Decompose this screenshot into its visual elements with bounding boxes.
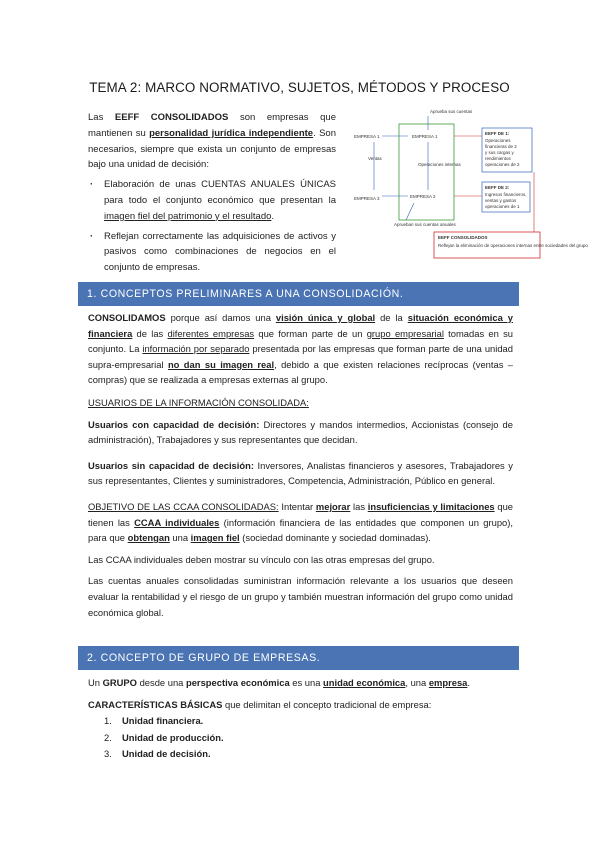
- intro-paragraph: [88, 110, 336, 173]
- bullet-item: [88, 177, 336, 224]
- text-run: (información financiera de las entidades que componen un grupo), para que: [88, 516, 513, 544]
- text-run: que tienen las: [88, 500, 513, 528]
- bold-term: Usuarios con capacidad de decisión:: [88, 418, 260, 430]
- eeff-1-title: EEFF DE 1:: [485, 131, 510, 136]
- eeff-2-line: ventas y gastos: [485, 198, 517, 203]
- eeff-2-line: Ingresos financieros,: [485, 192, 527, 197]
- eeff-consolidados-title: EEFF CONSOLIDADOS: [438, 235, 488, 240]
- text-run: Inversores, Analistas financieros y asesores, Trabajadores y sus representantes, Clientes y suministradores, Competencia, Administración, Público en general.: [88, 459, 513, 487]
- bullet-item: · Reflejan correctamente las adquisiciones de activos y pasivos como combinaciones de negocios en el conjunto de empresas.: [88, 229, 336, 276]
- underlined-term: imagen fiel: [190, 532, 240, 544]
- eeff-1-line: rendimientos: [485, 156, 511, 161]
- usuarios-con-paragraph: [88, 417, 513, 448]
- intro-block: [88, 110, 336, 280]
- text-run: , debido a que existen relaciones recíprocas (ventas – compras) que se realizada a empresas externas al grupo.: [88, 358, 514, 386]
- arrow-line: [406, 203, 414, 220]
- text-run: las: [350, 500, 368, 512]
- list-number: 3.: [104, 748, 112, 759]
- text-run: de las: [132, 327, 168, 339]
- eeff-2-title: EEFF DE 2:: [485, 185, 510, 190]
- text-run: una: [169, 532, 191, 544]
- text-run: Directores y mandos intermedios, Accionistas (consejo de administración), Trabajadores y sus representantes que decidan.: [88, 418, 513, 446]
- list-label: Unidad de decisión.: [122, 748, 211, 759]
- ccaa-paragraph: Las CCAA individuales deben mostrar su vínculo con las otras empresas del grupo.: [88, 553, 435, 565]
- underlined-term: OBJETIVO DE LAS CCAA CONSOLIDADAS:: [88, 500, 279, 512]
- text-run: presentada por las empresas que forman parte de una unidad supra-empresarial: [88, 343, 513, 370]
- text-run: desde una: [136, 677, 186, 688]
- bold-term: GRUPO: [102, 677, 137, 688]
- bold-term: perspectiva económica: [185, 677, 290, 688]
- eeff-1-line: Operaciones: [485, 138, 511, 143]
- underlined-term: mejorar: [315, 500, 351, 512]
- eeff-1-line: financieras de 2: [485, 144, 517, 149]
- text-run: tomadas en su conjunto. La: [88, 327, 513, 355]
- section-2-heading: 2. CONCEPTO DE GRUPO DE EMPRESAS.: [78, 646, 519, 670]
- text-run: es una: [289, 677, 324, 688]
- list-item: [104, 746, 224, 763]
- characteristics-list: [104, 713, 224, 763]
- section-1-body: [88, 310, 513, 620]
- bold-term: Usuarios sin capacidad de decisión:: [88, 459, 254, 471]
- consolidation-diagram: [344, 108, 588, 268]
- eeff-1-line: y sus cargas y: [485, 150, 514, 155]
- intro-bullet-list: [88, 177, 336, 276]
- bold-term: CONSOLIDAMOS: [88, 312, 166, 323]
- caracteristicas-paragraph: [88, 697, 513, 713]
- usuarios-sin-paragraph: [88, 458, 513, 489]
- empresa2-label: EMPRESA 2: [410, 194, 436, 199]
- list-item: [104, 713, 224, 730]
- usuarios-heading: USUARIOS DE LA INFORMACIÓN CONSOLIDADA:: [88, 396, 309, 408]
- eeff-consolidados-line: Reflejan la eliminación de operaciones internas entre sociedades del grupo: [438, 243, 588, 248]
- eeff-1-line: operaciones de 2: [485, 162, 520, 167]
- objetivo-paragraph: [88, 499, 513, 546]
- text-run: Un: [88, 677, 103, 688]
- list-number: 2.: [104, 731, 112, 743]
- underlined-term: unidad económica: [323, 677, 406, 688]
- underlined-term: empresa: [428, 677, 468, 688]
- diagram-top-label: Aprueba sus cuentas: [430, 109, 473, 114]
- text-run: porque así damos una: [165, 312, 276, 323]
- consolidamos-paragraph: [88, 310, 513, 388]
- underlined-term: grupo empresarial: [366, 327, 444, 339]
- list-label: Unidad de producción.: [122, 731, 224, 743]
- underlined-term: personalidad jurídica independiente: [149, 127, 314, 139]
- underlined-term: visión única y global: [275, 312, 376, 323]
- text-run: Las: [88, 112, 115, 123]
- list-item: [104, 730, 224, 747]
- underlined-term: obtengan: [127, 532, 170, 544]
- aprueban-label: Aprueban sus cuentas anuales: [394, 222, 456, 227]
- ventas-label: Ventas: [368, 156, 382, 161]
- text-run: de la: [375, 312, 408, 323]
- underlined-term: diferentes empresas: [167, 327, 255, 339]
- empresa3-label: EMPRESA 3: [354, 196, 380, 201]
- text-run: que delimitan el concepto tradicional de empresa:: [222, 698, 432, 710]
- text-run: son empresas que mantienen su: [88, 112, 336, 139]
- underlined-term: imagen fiel del patrimonio y el resultado: [104, 210, 272, 222]
- underlined-term: situación económica y financiera: [88, 312, 513, 339]
- empresa1b-label: EMPRESA 1: [412, 134, 438, 139]
- section-2-body: [88, 675, 513, 712]
- empresa1-label: EMPRESA 1: [354, 134, 380, 139]
- ops-label: Operaciones internas: [418, 162, 461, 167]
- underlined-term: información por separado: [142, 343, 250, 355]
- page-title: TEMA 2: MARCO NORMATIVO, SUJETOS, MÉTODOS Y PROCESO: [89, 80, 510, 95]
- underlined-term: insuficiencias y limitaciones: [367, 500, 495, 512]
- section-1-heading: 1. CONCEPTOS PRELIMINARES A UNA CONSOLIDACIÓN.: [78, 282, 519, 306]
- eeff-2-line: operaciones de 1: [485, 204, 520, 209]
- underlined-term: no dan su imagen real: [167, 358, 275, 370]
- cuentas-paragraph: Las cuentas anuales consolidadas suministran información relevante a los usuarios que deseen evaluar la rentabilidad y el riesgo de un grupo y también muestran información del grupo como unidad económica global.: [88, 575, 513, 618]
- bold-term: CARACTERÍSTICAS BÁSICAS: [88, 698, 223, 710]
- underlined-term: CCAA individuales: [134, 516, 220, 528]
- text-run: que forman parte de un: [254, 327, 367, 339]
- list-label: Unidad financiera.: [122, 715, 204, 726]
- bold-term: EEFF CONSOLIDADOS: [114, 112, 229, 123]
- list-number: 1.: [104, 715, 112, 726]
- text-run: , una: [405, 677, 429, 688]
- text-run: Intentar: [278, 500, 316, 512]
- text-run: .: [467, 677, 471, 688]
- text-run: .: [271, 210, 275, 222]
- text-run: . Son necesarios, siempre que exista un conjunto de empresas bajo una unidad de decisión:: [88, 127, 336, 171]
- grupo-paragraph: [88, 675, 513, 691]
- text-run: Elaboración de unas CUENTAS ANUALES ÚNICAS para todo el conjunto económico que presentan la: [104, 179, 336, 206]
- text-run: (sociedad dominante y sociedad dominadas).: [239, 532, 431, 544]
